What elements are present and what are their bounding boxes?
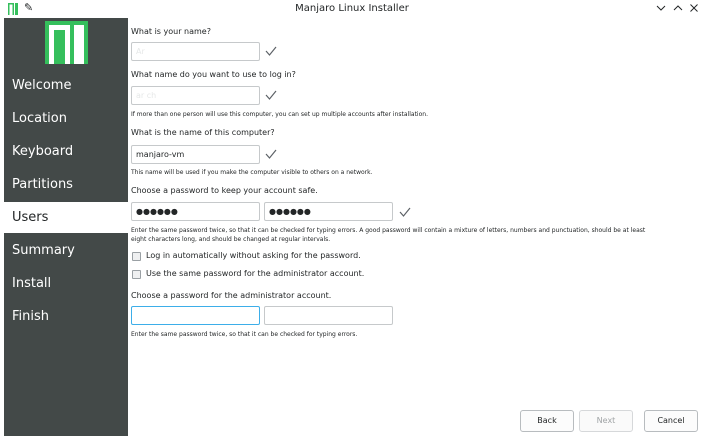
admin-password-hint: Enter the same password twice, so that it can be checked for typing errors. [131,331,358,338]
same-password-label[interactable]: Use the same password for the administrator account. [146,269,365,278]
autologin-checkbox[interactable] [132,252,141,261]
sidebar-item-welcome: Welcome [12,78,72,93]
sidebar-item-users: Users [4,202,128,233]
same-password-checkbox[interactable] [132,270,141,279]
title-bar [0,0,704,18]
autologin-label[interactable]: Log in automatically without asking for the password. [146,251,361,260]
sidebar-item-partitions: Partitions [12,177,73,192]
pin-icon[interactable]: ✎ [24,1,34,14]
sidebar-item-summary: Summary [12,243,75,258]
manjaro-logo [45,21,88,64]
sidebar-item-keyboard: Keyboard [12,144,74,159]
checkmark-icon [398,205,412,219]
sidebar-item-install: Install [12,276,52,291]
login-label: What name do you want to use to log in? [131,70,296,79]
admin-password-repeat-input[interactable] [264,306,393,325]
maximize-button[interactable] [671,1,685,15]
sidebar [4,18,128,436]
checkmark-icon [264,88,278,102]
close-button[interactable] [687,1,701,15]
chevron-up-icon [671,1,685,15]
hostname-hint: This name will be used if you make the computer visible to others on a network. [131,169,373,176]
password-repeat-input[interactable]: ●●●●●● [264,202,393,221]
login-name-input[interactable]: ar ch [131,86,260,105]
sidebar-item-finish: Finish [12,309,50,324]
checkmark-icon [264,44,278,58]
admin-password-label: Choose a password for the administrator account. [131,291,332,300]
sidebar-item-location: Location [12,111,67,126]
chevron-down-icon [654,1,668,15]
window-title: Manjaro Linux Installer [295,3,409,14]
password-hint: Enter the same password twice, so that it can be checked for typing errors. A good password will contain a mixture of letters, numbers and punctuation, should be at least [131,227,646,234]
admin-password-input[interactable] [131,306,260,325]
password-hint-continued: eight characters long, and should be changed at regular intervals. [131,236,331,243]
password-label: Choose a password to keep your account safe. [131,186,318,195]
back-button[interactable]: Back [520,410,574,432]
password-input[interactable]: ●●●●●● [131,202,260,221]
full-name-input[interactable]: Ar [131,42,260,61]
cancel-button[interactable]: Cancel [644,410,698,432]
login-hint: If more than one person will use this computer, you can set up multiple accounts after installation. [131,111,428,118]
next-button[interactable]: Next [579,410,633,432]
name-label: What is your name? [131,27,211,36]
close-icon [687,1,701,15]
hostname-label: What is the name of this computer? [131,128,275,137]
minimize-button[interactable] [654,1,668,15]
checkmark-icon [264,147,278,161]
hostname-input[interactable]: manjaro-vm [131,145,260,164]
